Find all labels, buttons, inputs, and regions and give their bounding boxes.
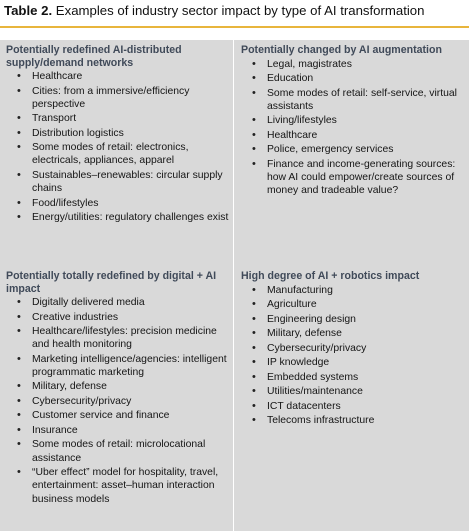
list-item: • Transport: [6, 112, 229, 125]
list-item: • Customer service and finance: [6, 409, 229, 422]
cell-heading: High degree of AI + robotics impact: [241, 270, 420, 282]
list-item: • Healthcare: [241, 129, 465, 142]
sector-list: [6, 70, 229, 224]
cell-heading: Potentially changed by AI augmentation: [241, 44, 442, 56]
list-item: • Some modes of retail: self-service, virtual assistants: [241, 87, 465, 113]
list-item: • Some modes of retail: microlocational assistance: [6, 438, 229, 464]
list-item: • Sustainables–renewables: circular supply chains: [6, 169, 229, 195]
list-item: • Education: [241, 72, 465, 85]
list-item: • Police, emergency services: [241, 143, 465, 156]
list-item: • Digitally delivered media: [6, 296, 229, 309]
list-item: • Agriculture: [241, 298, 465, 311]
industry-impact-table: [0, 40, 469, 531]
list-item: • Food/lifestyles: [6, 197, 229, 210]
table-caption-text: Examples of industry sector impact by type of AI transformation: [52, 3, 425, 18]
list-item: • Military, defense: [241, 327, 465, 340]
list-item: • Finance and income-generating sources: how AI could empower/create sources of money and tradeable value?: [241, 158, 465, 198]
list-item: • Some modes of retail: electronics, electricals, appliances, apparel: [6, 141, 229, 167]
list-item: • Cities: from a immersive/efficiency perspective: [6, 85, 229, 111]
list-item: • ICT datacenters: [241, 400, 465, 413]
cell-heading: Potentially redefined AI-distributed supply/demand networks: [6, 44, 182, 69]
table-caption-label: Table 2.: [4, 3, 53, 18]
cell-ai-distributed-networks: [0, 40, 233, 266]
list-item: • Healthcare/lifestyles: precision medicine and health monitoring: [6, 325, 229, 351]
list-item: • Manufacturing: [241, 284, 465, 297]
list-item: • Telecoms infrastructure: [241, 414, 465, 427]
list-item: • Healthcare: [6, 70, 229, 83]
cell-ai-augmentation: [233, 40, 469, 266]
sector-list: [241, 284, 465, 428]
list-item: • Energy/utilities: regulatory challenges exist: [6, 211, 229, 224]
sector-list: [241, 58, 465, 198]
list-item: • Insurance: [6, 424, 229, 437]
list-item: • IP knowledge: [241, 356, 465, 369]
list-item: • Cybersecurity/privacy: [6, 395, 229, 408]
list-item: • Utilities/maintenance: [241, 385, 465, 398]
list-item: • “Uber effect” model for hospitality, travel, entertainment: asset–human interaction business models: [6, 466, 229, 506]
list-item: • Distribution logistics: [6, 127, 229, 140]
list-item: • Living/lifestyles: [241, 114, 465, 127]
list-item: • Embedded systems: [241, 371, 465, 384]
list-item: • Legal, magistrates: [241, 58, 465, 71]
sector-list: [6, 296, 229, 506]
cell-digital-ai-redefined: [0, 266, 233, 531]
list-item: • Military, defense: [6, 380, 229, 393]
list-item: • Cybersecurity/privacy: [241, 342, 465, 355]
list-item: • Engineering design: [241, 313, 465, 326]
list-item: • Marketing intelligence/agencies: intelligent programmatic marketing: [6, 353, 229, 379]
cell-ai-robotics-impact: [233, 266, 469, 531]
table-caption: [0, 0, 469, 28]
list-item: • Creative industries: [6, 311, 229, 324]
cell-heading: Potentially totally redefined by digital + AI impact: [6, 270, 217, 295]
